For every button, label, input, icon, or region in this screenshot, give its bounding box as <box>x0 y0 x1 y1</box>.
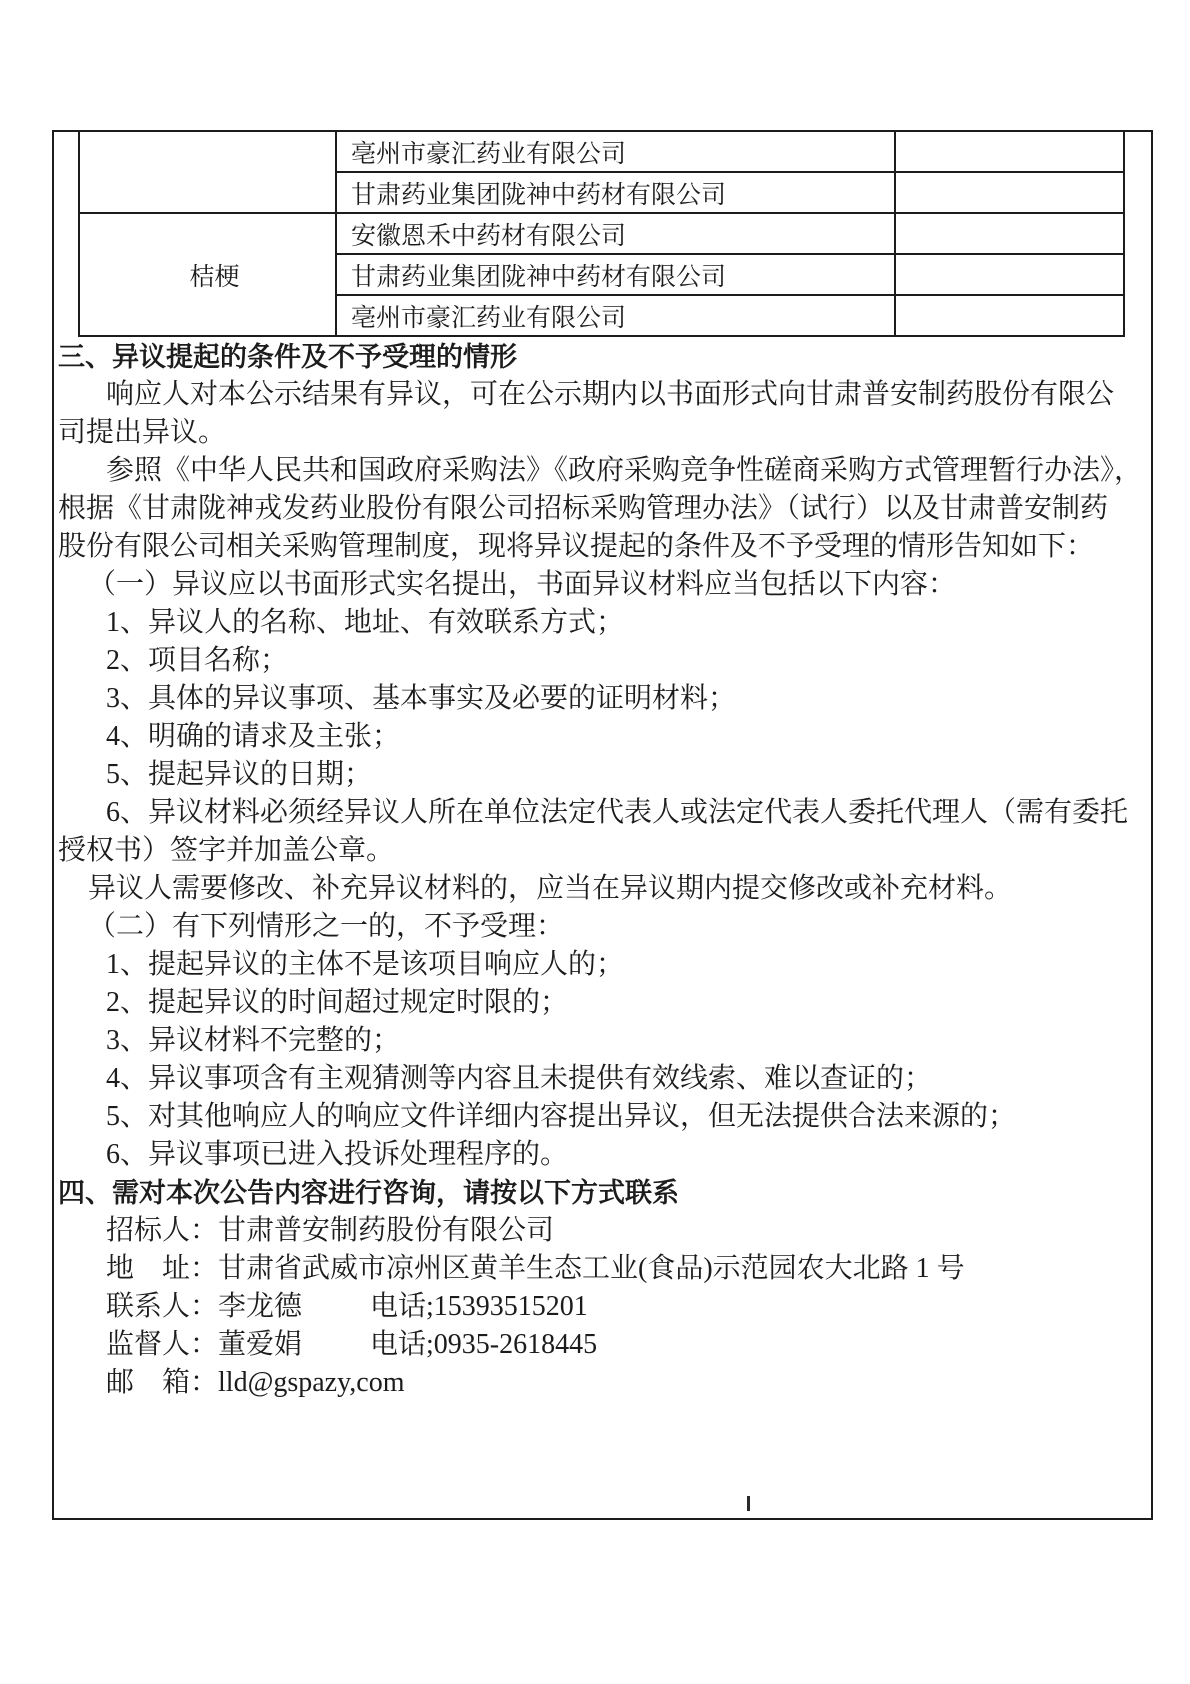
page-number-mark <box>747 1496 750 1511</box>
body-line: 股份有限公司相关采购管理制度，现将异议提起的条件及不予受理的情形告知如下： <box>58 531 1095 562</box>
contact-row-tenderee <box>58 1212 1154 1250</box>
body-line: 根据《甘肃陇神戎发药业股份有限公司招标采购管理办法》（试行）以及甘肃普安制药 <box>58 493 1109 524</box>
product-name-cell: 桔梗 <box>79 213 336 336</box>
contact-label: 邮 箱： <box>106 1367 219 1398</box>
list-item: 2、提起异议的时间超过规定时限的； <box>106 987 569 1018</box>
table-row <box>79 131 1124 172</box>
list-item: 2、项目名称； <box>106 645 289 676</box>
table-row <box>79 213 1124 254</box>
result-cell <box>895 295 1124 336</box>
body-line: 响应人对本公示结果有异议，可在公示期内以书面形式向甘肃普安制药股份有限公 <box>106 379 1115 410</box>
supplier-cell: 亳州市豪汇药业有限公司 <box>336 295 895 336</box>
list-item: 5、对其他响应人的响应文件详细内容提出异议，但无法提供合法来源的； <box>106 1101 1017 1132</box>
list-item: 5、提起异议的日期； <box>106 759 373 790</box>
body-line: 司提出异议。 <box>58 417 227 448</box>
contact-phone: 电话;0935-2618445 <box>370 1329 598 1360</box>
list-item: 3、异议材料不完整的； <box>106 1025 401 1056</box>
list-item: 3、具体的异议事项、基本事实及必要的证明材料； <box>106 683 737 714</box>
product-name-cell <box>79 131 336 213</box>
section-heading-objection: 三、异议提起的条件及不予受理的情形 <box>58 342 517 372</box>
body-line: （一）异议应以书面形式实名提出，书面异议材料应当包括以下内容： <box>88 569 957 600</box>
body-line: 异议人需要修改、补充异议材料的，应当在异议期内提交修改或补充材料。 <box>88 873 1013 904</box>
result-cell <box>895 254 1124 295</box>
list-item: 4、异议事项含有主观猜测等内容且未提供有效线索、难以查证的； <box>106 1063 933 1094</box>
contact-label: 联系人： <box>106 1291 219 1322</box>
contact-row-email <box>58 1364 1154 1402</box>
contact-value: 董爱娟 <box>218 1329 303 1360</box>
section-heading-contact: 四、需对本次公告内容进行咨询，请按以下方式联系 <box>58 1178 679 1208</box>
supplier-cell: 亳州市豪汇药业有限公司 <box>336 131 895 172</box>
list-item: 1、提起异议的主体不是该项目响应人的； <box>106 949 625 980</box>
body-text <box>58 338 1154 1402</box>
list-item: 4、明确的请求及主张； <box>106 721 401 752</box>
list-item: 6、异议事项已进入投诉处理程序的。 <box>106 1139 569 1170</box>
contact-label: 地 址： <box>106 1253 219 1284</box>
supplier-cell: 安徽恩禾中药材有限公司 <box>336 213 895 254</box>
supplier-cell: 甘肃药业集团陇神中药材有限公司 <box>336 172 895 213</box>
contact-row-address <box>58 1250 1154 1288</box>
result-cell <box>895 131 1124 172</box>
contact-value: 甘肃省武威市凉州区黄羊生态工业(食品)示范园农大北路 1 号 <box>218 1253 965 1284</box>
body-line: 授权书）签字并加盖公章。 <box>58 835 395 866</box>
supplier-cell: 甘肃药业集团陇神中药材有限公司 <box>336 254 895 295</box>
result-cell <box>895 213 1124 254</box>
contact-value: 李龙德 <box>218 1291 303 1322</box>
contact-value: 甘肃普安制药股份有限公司 <box>218 1215 555 1246</box>
contact-phone: 电话;15393515201 <box>370 1291 588 1322</box>
contact-value: lld@gspazy,com <box>218 1367 405 1398</box>
contact-row-supervisor <box>58 1326 1154 1364</box>
result-cell <box>895 172 1124 213</box>
contact-label: 招标人： <box>106 1215 219 1246</box>
contact-label: 监督人： <box>106 1329 219 1360</box>
procurement-result-table <box>78 130 1125 337</box>
list-item: 1、异议人的名称、地址、有效联系方式； <box>106 607 625 638</box>
body-line: 参照《中华人民共和国政府采购法》《政府采购竞争性磋商采购方式管理暂行办法》， <box>106 455 1143 486</box>
body-line: （二）有下列情形之一的，不予受理： <box>88 911 565 942</box>
list-item: 6、异议材料必须经异议人所在单位法定代表人或法定代表人委托代理人（需有委托 <box>106 797 1129 828</box>
contact-row-contact-person <box>58 1288 1154 1326</box>
